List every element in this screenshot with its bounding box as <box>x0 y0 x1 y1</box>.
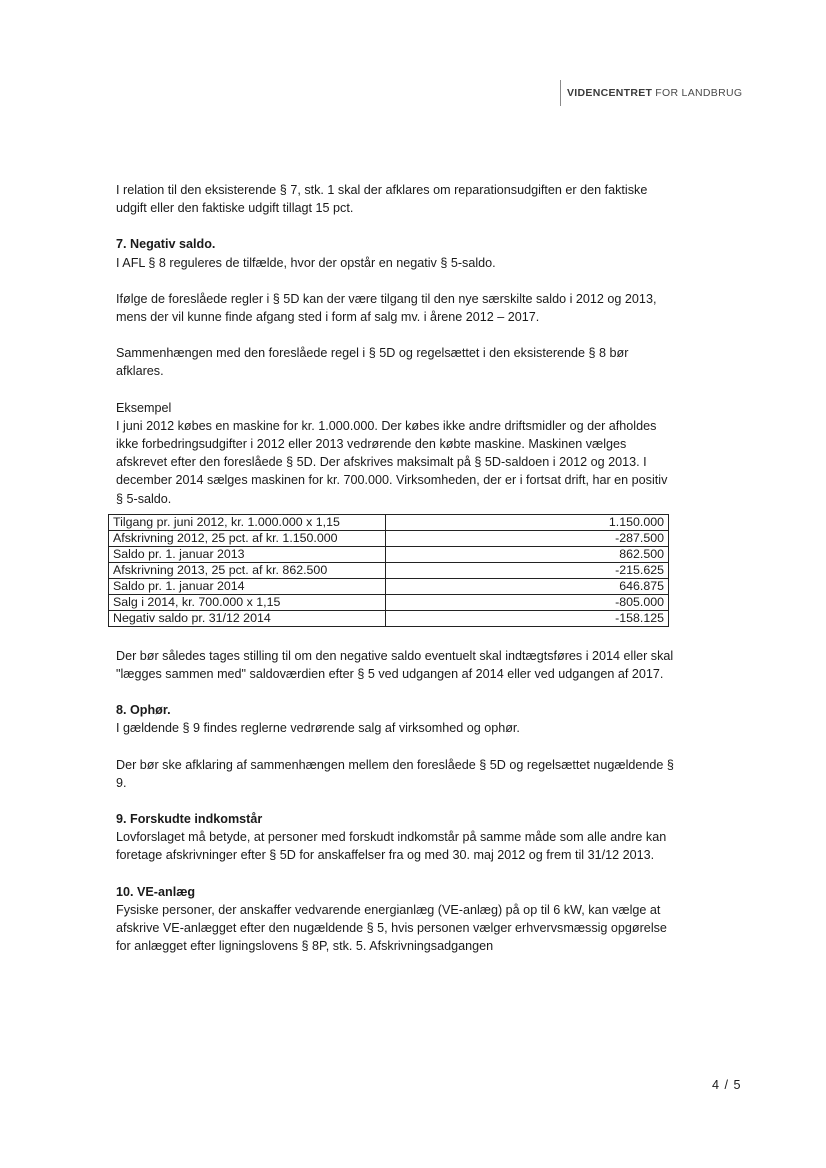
section-9-heading: 9. Forskudte indkomstår <box>116 812 263 827</box>
section-7-paragraph-1: I AFL § 8 reguleres de tilfælde, hvor der opstår en negativ § 5-saldo. <box>116 255 496 270</box>
table-cell-value: 646.875 <box>386 578 669 594</box>
table-cell-label: Afskrivning 2013, 25 pct. af kr. 862.500 <box>109 562 386 578</box>
table-cell-value: 1.150.000 <box>386 514 669 530</box>
table-cell-label: Salg i 2014, kr. 700.000 x 1,15 <box>109 594 386 610</box>
table-row <box>109 514 669 530</box>
table-row <box>109 546 669 562</box>
brand-name-rest: FOR LANDBRUG <box>655 87 743 99</box>
table-cell-value: -287.500 <box>386 530 669 546</box>
example-table <box>108 514 669 627</box>
example-text: I juni 2012 købes en maskine for kr. 1.000.000. Der købes ikke andre driftsmidler og der afholdes ikke forbedringsudgifter i 2012 eller 2013 vedrørende den købte maskine. Maskinen vælges afskrevet efter den foreslåede § 5D. Der afskrives maksimalt på § 5D-saldoen i 2012 og 2013. I december 2014 sælges maskinen for kr. 700.000. Virksomheden, der er i fortsat drift, har en positiv § 5-saldo. <box>116 418 668 506</box>
section-offset-income-years <box>116 810 676 865</box>
section-10-paragraph-1: Fysiske personer, der anskaffer vedvarende energianlæg (VE-anlæg) på op til 6 kW, kan vælge at afskrive VE-anlægget efter den nugældende § 5, hvis personen vælger erhvervsmæssig opgørelse for anlægget efter ligningslovens § 8P, stk. 5. Afskrivningsadgangen <box>116 902 667 954</box>
intro-paragraph: I relation til den eksisterende § 7, stk. 1 skal der afklares om reparationsudgiften er den faktiske udgift eller den faktiske udgift tillagt 15 pct. <box>116 183 648 216</box>
brand-name-bold: VIDENCENTRET <box>567 87 653 99</box>
table-cell-label: Negativ saldo pr. 31/12 2014 <box>109 610 386 626</box>
table-row <box>109 578 669 594</box>
section-negative-balance <box>113 235 676 683</box>
section-8-paragraph-1: I gældende § 9 findes reglerne vedrørende salg af virksomhed og ophør. <box>116 721 520 736</box>
section-8-heading: 8. Ophør. <box>116 703 171 718</box>
section-7-paragraph-3: Sammenhængen med den foreslåede regel i § 5D og regelsættet i den eksisterende § 8 bør afklares. <box>116 346 629 379</box>
table-row <box>109 594 669 610</box>
section-cessation <box>116 701 676 792</box>
section-9-paragraph-1: Lovforslaget må betyde, at personer med forskudt indkomstår på samme måde som alle andre kan foretage afskrivninger efter § 5D for anskaffelser fra og med 30. maj 2012 og frem til 31/12 2013. <box>116 830 667 863</box>
section-10-heading: 10. VE-anlæg <box>116 884 196 899</box>
table-cell-label: Afskrivning 2012, 25 pct. af kr. 1.150.000 <box>109 530 386 546</box>
section-7-paragraph-4: Der bør således tages stilling til om den negative saldo eventuelt skal indtægtsføres i 2014 eller skal "lægges sammen med" saldoværdien efter § 5 ved udgangen af 2014 eller ved udgangen af 2017. <box>116 648 674 682</box>
table-cell-value: -215.625 <box>386 562 669 578</box>
table-cell-value: 862.500 <box>386 546 669 562</box>
table-cell-label: Saldo pr. 1. januar 2013 <box>109 546 386 562</box>
table-row <box>109 530 669 546</box>
table-row <box>109 562 669 578</box>
table-cell-label: Tilgang pr. juni 2012, kr. 1.000.000 x 1,15 <box>109 514 386 530</box>
header-brand <box>560 80 742 106</box>
table-cell-value: -805.000 <box>386 594 669 610</box>
table-row <box>109 610 669 626</box>
page-number: 4 / 5 <box>712 1078 742 1092</box>
section-ve-plants <box>116 883 676 956</box>
table-cell-value: -158.125 <box>386 610 669 626</box>
table-cell-label: Saldo pr. 1. januar 2014 <box>109 578 386 594</box>
document-body <box>113 181 676 973</box>
section-7-paragraph-2: Ifølge de foreslåede regler i § 5D kan der være tilgang til den nye særskilte saldo i 2012 og 2013, mens der vil kunne finde afgang sted i form af salg mv. i årene 2012 – 2017. <box>116 291 657 325</box>
section-7-heading: 7. Negativ saldo. <box>116 237 216 252</box>
section-8-paragraph-2: Der bør ske afklaring af sammenhængen mellem den foreslåede § 5D og regelsættet nugældende § 9. <box>116 757 674 790</box>
example-label: Eksempel <box>116 400 172 415</box>
